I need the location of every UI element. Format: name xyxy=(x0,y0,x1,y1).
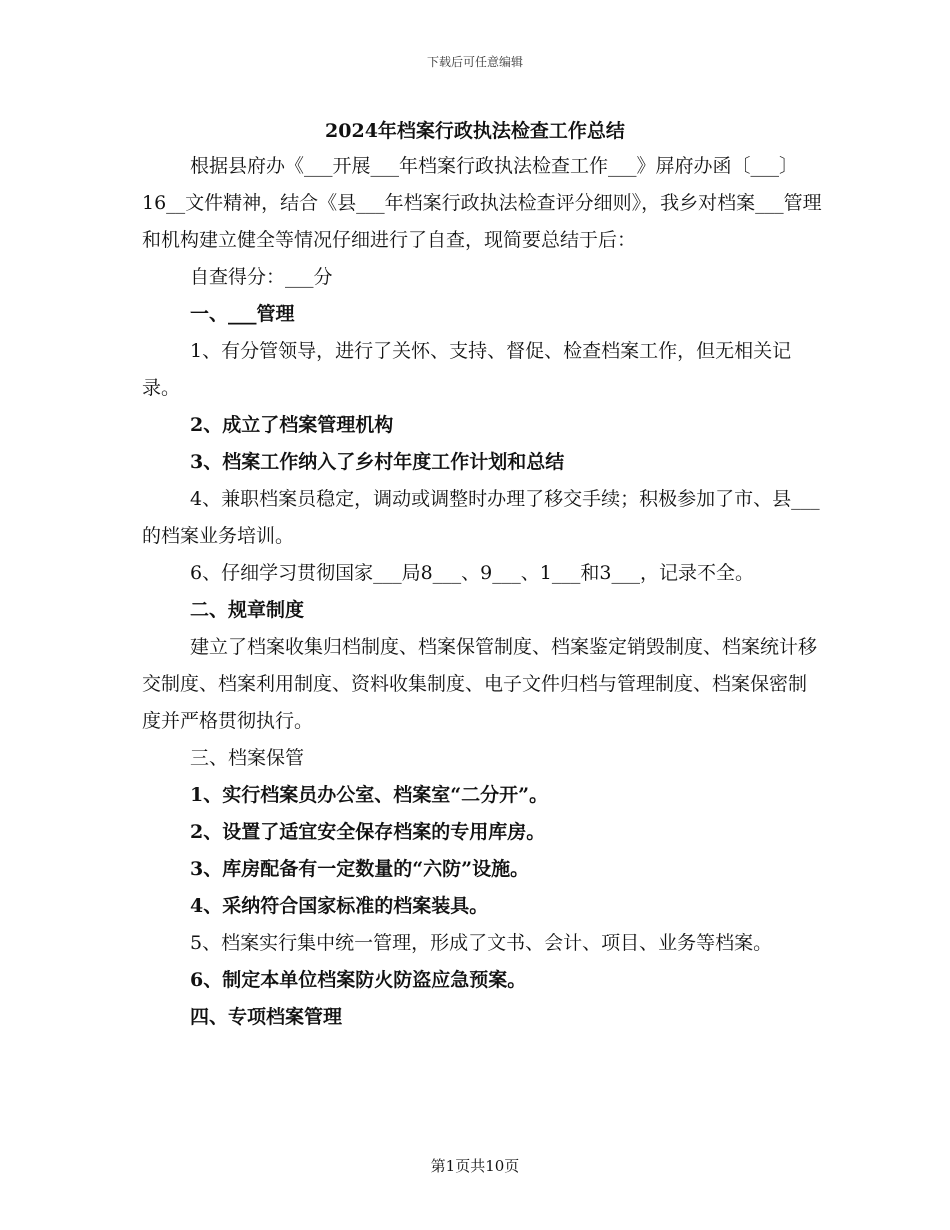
list-item: 1、实行档案员办公室、档案室“二分开”。 xyxy=(190,784,549,806)
document-body xyxy=(142,148,822,1036)
section-heading-4: 四、专项档案管理 xyxy=(190,1006,343,1028)
document-title: 2024年档案行政执法检查工作总结 xyxy=(325,120,625,142)
list-item: 6、仔细学习贯彻国家___局8___、9___、1___和3___，记录不全。 xyxy=(190,562,754,584)
list-item: 3、库房配备有一定数量的“六防”设施。 xyxy=(190,858,530,880)
list-item: 2、设置了适宜安全保存档案的专用库房。 xyxy=(190,821,546,843)
list-item: 4、兼职档案员稳定，调动或调整时办理了移交手续；积极参加了市、县___的档案业务培训。 xyxy=(142,488,820,547)
list-item: 5、档案实行集中统一管理，形成了文书、会计、项目、业务等档案。 xyxy=(190,932,773,954)
page-number: 第1页共10页 xyxy=(430,1157,520,1175)
section-heading-1: 一、___管理 xyxy=(190,303,295,325)
list-item: 4、采纳符合国家标准的档案装具。 xyxy=(190,895,489,917)
paragraph-regulations: 建立了档案收集归档制度、档案保管制度、档案鉴定销毁制度、档案统计移交制度、档案利用制度、资料收集制度、电子文件归档与管理制度、档案保密制度并严格贯彻执行。 xyxy=(142,636,818,732)
paragraph-intro: 根据县府办《___开展___年档案行政执法检查工作___》屏府办函〔___〕16__文件精神，结合《县___年档案行政执法检查评分细则》，我乡对档案___管理和机构建立健全等情况仔细进行了自查，现简要总结于后： xyxy=(142,155,822,251)
section-heading-3: 三、档案保管 xyxy=(190,747,305,769)
list-item: 1、有分管领导，进行了关怀、支持、督促、检查档案工作，但无相关记录。 xyxy=(142,340,792,399)
paragraph-score: 自查得分：___分 xyxy=(190,266,333,288)
list-item: 2、成立了档案管理机构 xyxy=(190,414,394,436)
section-heading-2: 二、规章制度 xyxy=(190,599,305,621)
list-item: 6、制定本单位档案防火防盗应急预案。 xyxy=(190,969,527,991)
page-header: 下载后可任意编辑 xyxy=(426,55,523,69)
list-item: 3、档案工作纳入了乡村年度工作计划和总结 xyxy=(190,451,565,473)
